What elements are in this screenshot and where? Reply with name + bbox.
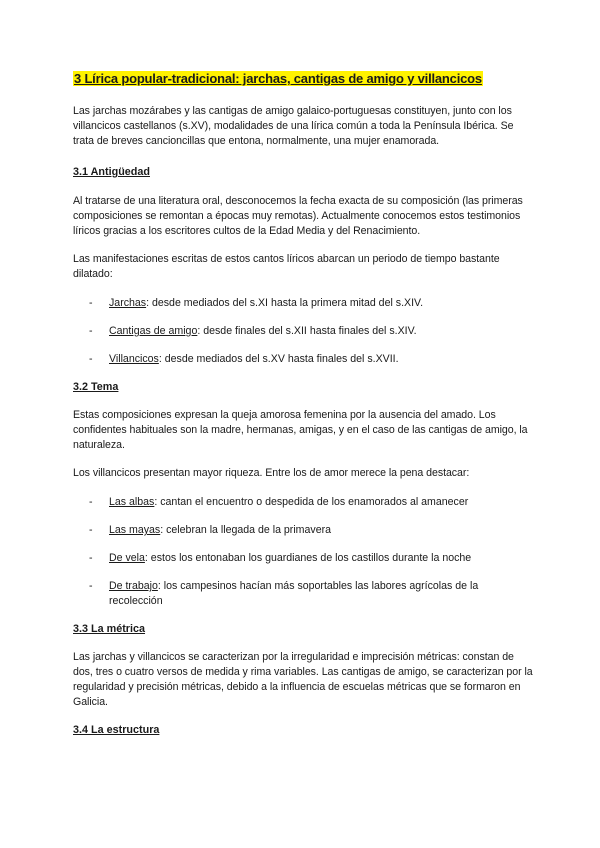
list-item-term: Las albas — [109, 496, 155, 508]
bullet-dash: - — [89, 325, 93, 337]
list-item-term: Jarchas — [109, 297, 147, 309]
list-item-term: De trabajo — [109, 580, 158, 592]
title-line — [73, 70, 533, 88]
list-item — [73, 579, 533, 609]
bullet-dash: - — [89, 297, 93, 309]
list-item-term: De vela — [109, 552, 145, 564]
section-heading-antiguedad: 3.1 Antigüedad — [73, 166, 150, 178]
document-title: 3 Lírica popular-tradicional: jarchas, cantigas de amigo y villancicos — [74, 71, 482, 86]
list-item — [73, 324, 533, 339]
list-item — [73, 523, 533, 538]
document-content — [73, 70, 533, 738]
list-item-text: : desde mediados del s.XV hasta finales del s.XVII. — [158, 353, 399, 365]
list-item-text: : estos los entonaban los guardianes de los castillos durante la noche — [144, 552, 472, 564]
villancicos-list — [73, 495, 533, 609]
list-item-text: : cantan el encuentro o despedida de los enamorados al amanecer — [154, 496, 469, 508]
list-item-term: Cantigas de amigo — [109, 325, 198, 337]
list-item — [73, 551, 533, 566]
list-item-text: : desde finales del s.XII hasta finales del s.XIV. — [197, 325, 417, 337]
list-item-term: Villancicos — [109, 353, 159, 365]
bullet-dash: - — [89, 496, 93, 508]
metrica-paragraph: Las jarchas y villancicos se caracterizan por la irregularidad e imprecisión métricas: constan de dos, tres o cuatro versos de medida y rima variables. Las cantigas de amigo, se caracterizan por la regularidad y precisión métricas, debido a la influencia de escuelas métricas que se formaron en Galicia. — [73, 651, 533, 708]
section-heading-metrica: 3.3 La métrica — [73, 623, 146, 635]
bullet-dash: - — [89, 353, 93, 365]
list-item — [73, 296, 533, 311]
bullet-dash: - — [89, 524, 93, 536]
list-item-text: : los campesinos hacían más soportables las labores agrícolas de la recolección — [109, 580, 479, 607]
list-item-text: : desde mediados del s.XI hasta la primera mitad del s.XIV. — [146, 297, 424, 309]
bullet-dash: - — [89, 580, 93, 592]
antiguedad-paragraph-2: Las manifestaciones escritas de estos cantos líricos abarcan un periodo de tiempo bastante dilatado: — [73, 253, 500, 280]
list-item-text: : celebran la llegada de la primavera — [160, 524, 332, 536]
bullet-dash: - — [89, 552, 93, 564]
antiguedad-paragraph-1: Al tratarse de una literatura oral, desconocemos la fecha exacta de su composición (las primeras composiciones se remontan a épocas muy remotas). Actualmente conocemos estos testimonios líricos gracias a los escritores cultos de la Edad Media y del Renacimiento. — [73, 195, 523, 237]
tema-paragraph-2: Los villancicos presentan mayor riqueza. Entre los de amor merece la pena destacar: — [73, 467, 470, 479]
list-item-term: Las mayas — [109, 524, 161, 536]
intro-paragraph: Las jarchas mozárabes y las cantigas de amigo galaico-portuguesas constituyen, junto con los villancicos castellanos (s.XV), modalidades de una lírica común a toda la Península Ibérica. Se trata de breves cancioncillas que entona, normalmente, una mujer enamorada. — [73, 105, 514, 147]
list-item — [73, 352, 533, 367]
section-heading-tema: 3.2 Tema — [73, 381, 119, 393]
tema-paragraph-1: Estas composiciones expresan la queja amorosa femenina por la ausencia del amado. Los confidentes habituales son la madre, hermanas, amigas, y en el caso de las cantigas de amigo, la naturaleza. — [73, 409, 528, 451]
list-item — [73, 495, 533, 510]
section-heading-estructura: 3.4 La estructura — [73, 724, 160, 736]
periodo-list — [73, 296, 533, 367]
